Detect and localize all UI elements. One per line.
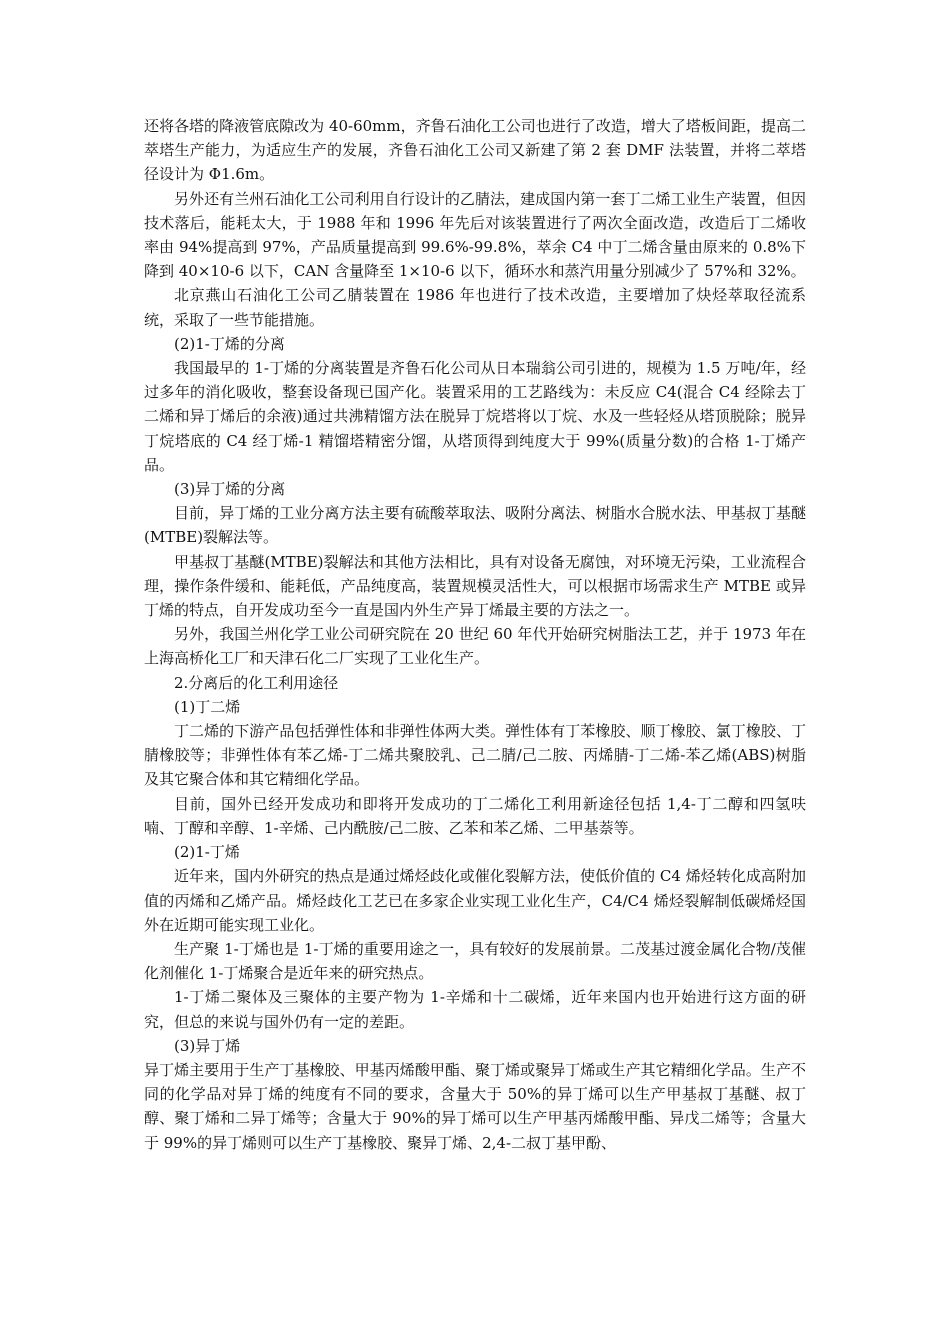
paragraph-8: 甲基叔丁基醚(MTBE)裂解法和其他方法相比，具有对设备无腐蚀，对环境无污染，工业流程合理，操作条件缓和、能耗低，产品纯度高，装置规模灵活性大，可以根据市场需求生产 MTBE 或异丁烯的特点，自开发成功至今一直是国内外生产异丁烯最主要的方法之一。	[144, 552, 806, 620]
paragraph-16: 生产聚 1-丁烯也是 1-丁烯的重要用途之一，具有较好的发展前景。二茂基过渡金属化合物/茂催化剂催化 1-丁烯聚合是近年来的研究热点。	[144, 939, 806, 983]
section-heading-1-butene: (2)1-丁烯	[174, 843, 240, 862]
paragraph-1: 还将各塔的降液管底隙改为 40-60mm，齐鲁石油化工公司也进行了改造，增大了塔板间距，提高二萃塔生产能力，为适应生产的发展，齐鲁石油化工公司又新建了第 2 套 DMF 法装置，并将二萃塔径设计为 Φ1.6m。	[144, 117, 806, 184]
paragraph-3: 北京燕山石油化工公司乙腈装置在 1986 年也进行了技术改造，主要增加了炔烃萃取径流系统，采取了一些节能措施。	[144, 286, 806, 329]
paragraph-7: 目前，异丁烯的工业分离方法主要有硫酸萃取法、吸附分离法、树脂水合脱水法、甲基叔丁基醚(MTBE)裂解法等。	[144, 504, 806, 547]
section-heading-utilization: 2.分离后的化工利用途径	[174, 673, 339, 692]
section-heading-1-butene-separation: (2)1-丁烯的分离	[174, 334, 285, 353]
section-heading-isobutene: (3)异丁烯	[174, 1036, 241, 1055]
paragraph-17: 1-丁烯二聚体及三聚体的主要产物为 1-辛烯和十二碳烯，近年来国内也开始进行这方面的研究，但总的来说与国外仍有一定的差距。	[144, 988, 806, 1031]
paragraph-13: 目前，国外已经开发成功和即将开发成功的丁二烯化工利用新途径包括 1,4-丁二醇和四氢呋喃、丁醇和辛醇、1-辛烯、己内酰胺/己二胺、乙苯和苯乙烯、二甲基萘等。	[144, 794, 806, 837]
paragraph-2: 另外还有兰州石油化工公司利用自行设计的乙腈法，建成国内第一套丁二烯工业生产装置，但因技术落后，能耗太大，于 1988 年和 1996 年先后对该装置进行了两次全面改造，改造后丁二烯收率由 94%提高到 97%，产品质量提高到 99.6%-99.8%，萃余 C4 中丁二烯含量由原来的 0.8%下降到 40×10-6 以下，CAN 含量降至 1×10-6 以下，循环水和蒸汽用量分别减少了 57%和 32%。	[144, 189, 806, 281]
paragraph-19: 异丁烯主要用于生产丁基橡胶、甲基丙烯酸甲酯、聚丁烯或聚异丁烯或生产其它精细化学品。生产不同的化学品对异丁烯的纯度有不同的要求，含量大于 50%的异丁烯可以生产甲基叔丁基醚、叔丁醇、聚丁烯和二异丁烯等；含量大于 90%的异丁烯可以生产甲基丙烯酸甲酯、异戊二烯等；含量大于 99%的异丁烯则可以生产丁基橡胶、聚异丁烯、2,4-二叔丁基甲酚、	[144, 1060, 806, 1152]
paragraph-5: 我国最早的 1-丁烯的分离装置是齐鲁石化公司从日本瑞翁公司引进的，规模为 1.5 万吨/年，经过多年的消化吸收，整套设备现已国产化。装置采用的工艺路线为：未反应 C4(混合 C4 经除去丁二烯和异丁烯后的余液)通过共沸精馏方法在脱异丁烷塔将以丁烷、水及一些轻烃从塔顶脱除；脱异丁烷塔底的 C4 经丁烯-1 精馏塔精密分馏，从塔顶得到纯度大于 99%(质量分数)的合格 1-丁烯产品。	[144, 359, 806, 474]
paragraph-9: 另外，我国兰州化学工业公司研究院在 20 世纪 60 年代开始研究树脂法工艺，并于 1973 年在上海高桥化工厂和天津石化二厂实现了工业化生产。	[144, 625, 806, 668]
section-heading-butadiene: (1)丁二烯	[174, 697, 241, 716]
document-body	[144, 114, 806, 1155]
paragraph-12: 丁二烯的下游产品包括弹性体和非弹性体两大类。弹性体有丁苯橡胶、顺丁橡胶、氯丁橡胶、丁腈橡胶等；非弹性体有苯乙烯-丁二烯共聚胶乳、己二腈/己二胺、丙烯腈-丁二烯-苯乙烯(ABS)树脂及其它聚合体和其它精细化学品。	[144, 722, 806, 789]
paragraph-15: 近年来，国内外研究的热点是通过烯烃歧化或催化裂解方法，使低价值的 C4 烯烃转化成高附加值的丙烯和乙烯产品。烯烃歧化工艺已在多家企业实现工业化生产，C4/C4 烯烃裂解制低碳烯烃国外在近期可能实现工业化。	[144, 867, 806, 934]
section-heading-isobutene-separation: (3)异丁烯的分离	[174, 480, 286, 499]
